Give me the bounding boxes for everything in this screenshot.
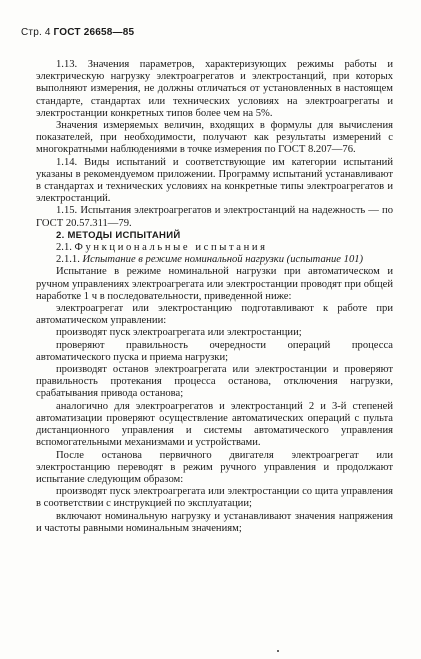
subsection-title: Функциональные испытания [74,242,268,254]
section-title: 2. МЕТОДЫ ИСПЫТАНИЙ [56,229,181,241]
page-number: Стр. 4 [21,27,51,38]
item-title: Испытание в режиме номинальной нагрузки (испытание 101) [82,254,364,266]
content-step-nominal-load: включают номинальную нагрузку и устанавливают значения напряжения и частоты равными номинальным значениям; [36,510,393,534]
subsection-number: 2.1. [56,242,72,254]
item-heading [36,254,393,266]
content-step-manual-start: производят пуск электроагрегата или электростанции со щита управления в соответствии с инструкцией по эксплуатации; [36,486,393,510]
content-step-start: производят пуск электроагрегата или электростанции; [56,327,302,339]
paragraph-1-13: 1.13. Значения параметров, характеризующих режимы работы и электрическую нагрузку электроагрегатов и электростанций, при которых выполняют измерения, не должны отличаться от установленных в настоящем стандарте, стандартах или технических условиях на электроагрегаты и электростанции конкретных типов более чем на 5%. [36,59,393,119]
item-number: 2.1.1. [56,254,80,266]
document-body [36,59,393,535]
paragraph-values: Значения измеряемых величин, входящих в формулы для вычисления показателей, при необходимости, получают как результаты измерений с многократными наблюдениями в точке измерения по ГОСТ 8.207—76. [36,120,393,156]
content-step-prepare: электроагрегат или электростанцию подготавливают к работе при автоматическом управлении: [36,303,393,327]
paragraph-1-14: 1.14. Виды испытаний и соответствующие им категории испытаний указаны в рекомендуемом приложении. Программу испытаний устанавливают в стандартах и технических условиях на конкретные типы электроагрегатов и электростанций. [36,156,393,205]
content-step-check-order: проверяют правильность очередности операций процесса автоматического пуска и приема нагрузки; [36,339,393,363]
standard-designation: ГОСТ 26658—85 [53,27,135,38]
subsection-heading [36,242,393,254]
content-intro: Испытание в режиме номинальной нагрузки при автоматическом и ручном управлениях электроагрегата или электростанции проводят при общей наработке 1 ч в последовательности, приведенной ниже: [36,266,393,302]
paragraph-1-15: 1.15. Испытания электроагрегатов и электростанций на надежность — по ГОСТ 20.57.311—79. [36,205,393,229]
content-manual-mode: После останова первичного двигателя электроагрегат или электростанцию переводят в режим ручного управления и продолжают испытание следующим образом: [36,449,393,485]
page-header [21,27,134,38]
content-step-automation: аналогично для электроагрегатов и электростанций 2 и 3-й степеней автоматизации проверяют осуществление автоматических операций с пульта дистанционного управления и системы автоматического управления вспомогательными механизмами и устройствами. [36,400,393,449]
content-step-stop: производят останов электроагрегата или электростанции и проверяют правильность протекания процесса останова, отключения нагрузки, срабатывания привода останова; [36,364,393,400]
scan-speck [277,650,279,652]
